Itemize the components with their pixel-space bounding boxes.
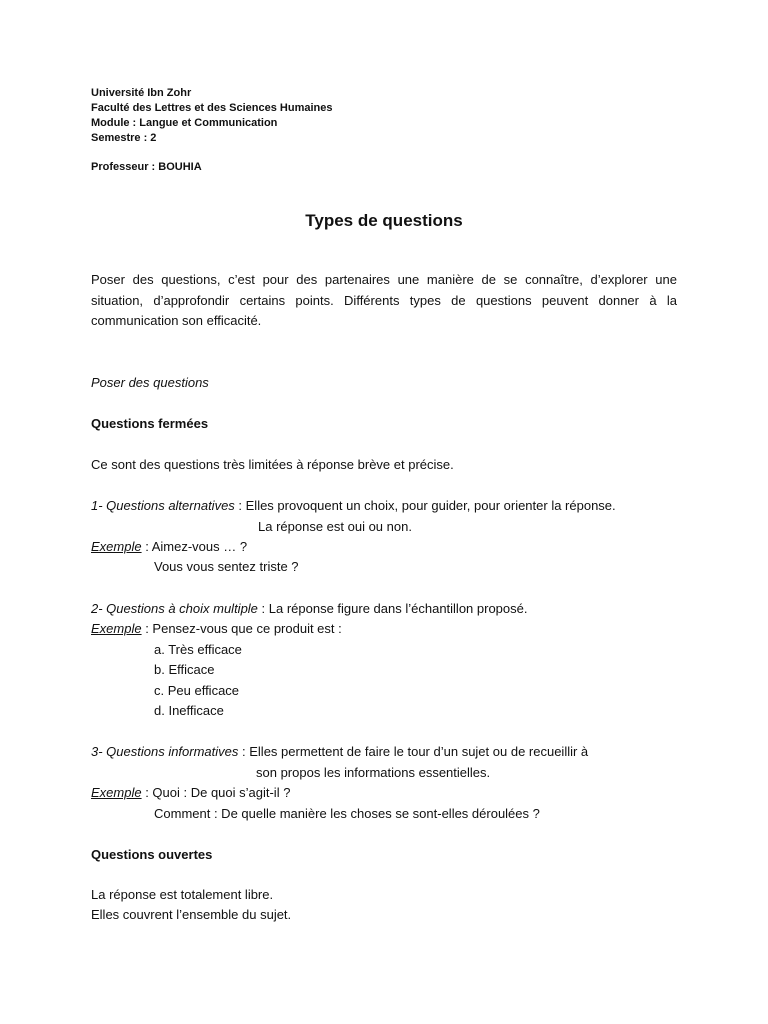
alternatives-text: : Elles provoquent un choix, pour guider, pour orienter la réponse. <box>234 498 616 513</box>
list-item: c. Peu efficace <box>154 683 240 698</box>
multiple-choice-line <box>91 600 528 618</box>
header-module: Module : Langue et Communication <box>91 117 278 129</box>
informative-example-continued: Comment : De quelle manière les choses se sont-elles déroulées ? <box>154 806 540 821</box>
informative-line <box>91 743 588 761</box>
alternatives-example-line <box>91 538 247 556</box>
alternatives-text-continued: La réponse est oui ou non. <box>258 519 412 534</box>
header-university: Université Ibn Zohr <box>91 87 192 99</box>
open-questions-line-1: La réponse est totalement libre. <box>91 887 274 902</box>
multiple-choice-text: : La réponse figure dans l’échantillon proposé. <box>257 601 528 616</box>
open-questions-line-2: Elles couvrent l’ensemble du sujet. <box>91 907 292 922</box>
list-item: a. Très efficace <box>154 642 242 657</box>
example-label: Exemple <box>91 785 142 800</box>
open-questions-heading: Questions ouvertes <box>91 847 213 862</box>
example-label: Exemple <box>91 621 142 636</box>
section-title: Poser des questions <box>91 375 209 390</box>
example-text: : Aimez-vous … ? <box>141 539 248 554</box>
closed-questions-description: Ce sont des questions très limitées à réponse brève et précise. <box>91 457 454 472</box>
example-text: : Pensez-vous que ce produit est : <box>141 621 342 636</box>
header-faculty: Faculté des Lettres et des Sciences Humaines <box>91 102 333 114</box>
intro-paragraph: Poser des questions, c’est pour des partenaires une manière de se connaître, d’explorer une situation, d’approfondir certains points. Différents types de questions peuvent donner à la communication son efficacité. <box>91 272 677 328</box>
informative-text: : Elles permettent de faire le tour d’un sujet ou de recueillir à <box>238 744 589 759</box>
alternatives-example-continued: Vous vous sentez triste ? <box>154 559 299 574</box>
page-title: Types de questions <box>305 211 463 230</box>
informative-example-line <box>91 784 290 802</box>
multiple-choice-label: 2- Questions à choix multiple <box>91 601 258 616</box>
multiple-choice-example-line <box>91 620 342 638</box>
closed-questions-heading: Questions fermées <box>91 416 209 431</box>
alternatives-line <box>91 497 616 515</box>
header-semester: Semestre : 2 <box>91 132 157 144</box>
example-label: Exemple <box>91 539 142 554</box>
informative-label: 3- Questions informatives <box>91 744 239 759</box>
list-item: d. Inefficace <box>154 703 224 718</box>
example-text: : Quoi : De quoi s’agit-il ? <box>141 785 291 800</box>
informative-text-continued: son propos les informations essentielles. <box>256 765 491 780</box>
list-item: b. Efficace <box>154 662 215 677</box>
alternatives-label: 1- Questions alternatives <box>91 498 235 513</box>
header-professor: Professeur : BOUHIA <box>91 161 202 173</box>
